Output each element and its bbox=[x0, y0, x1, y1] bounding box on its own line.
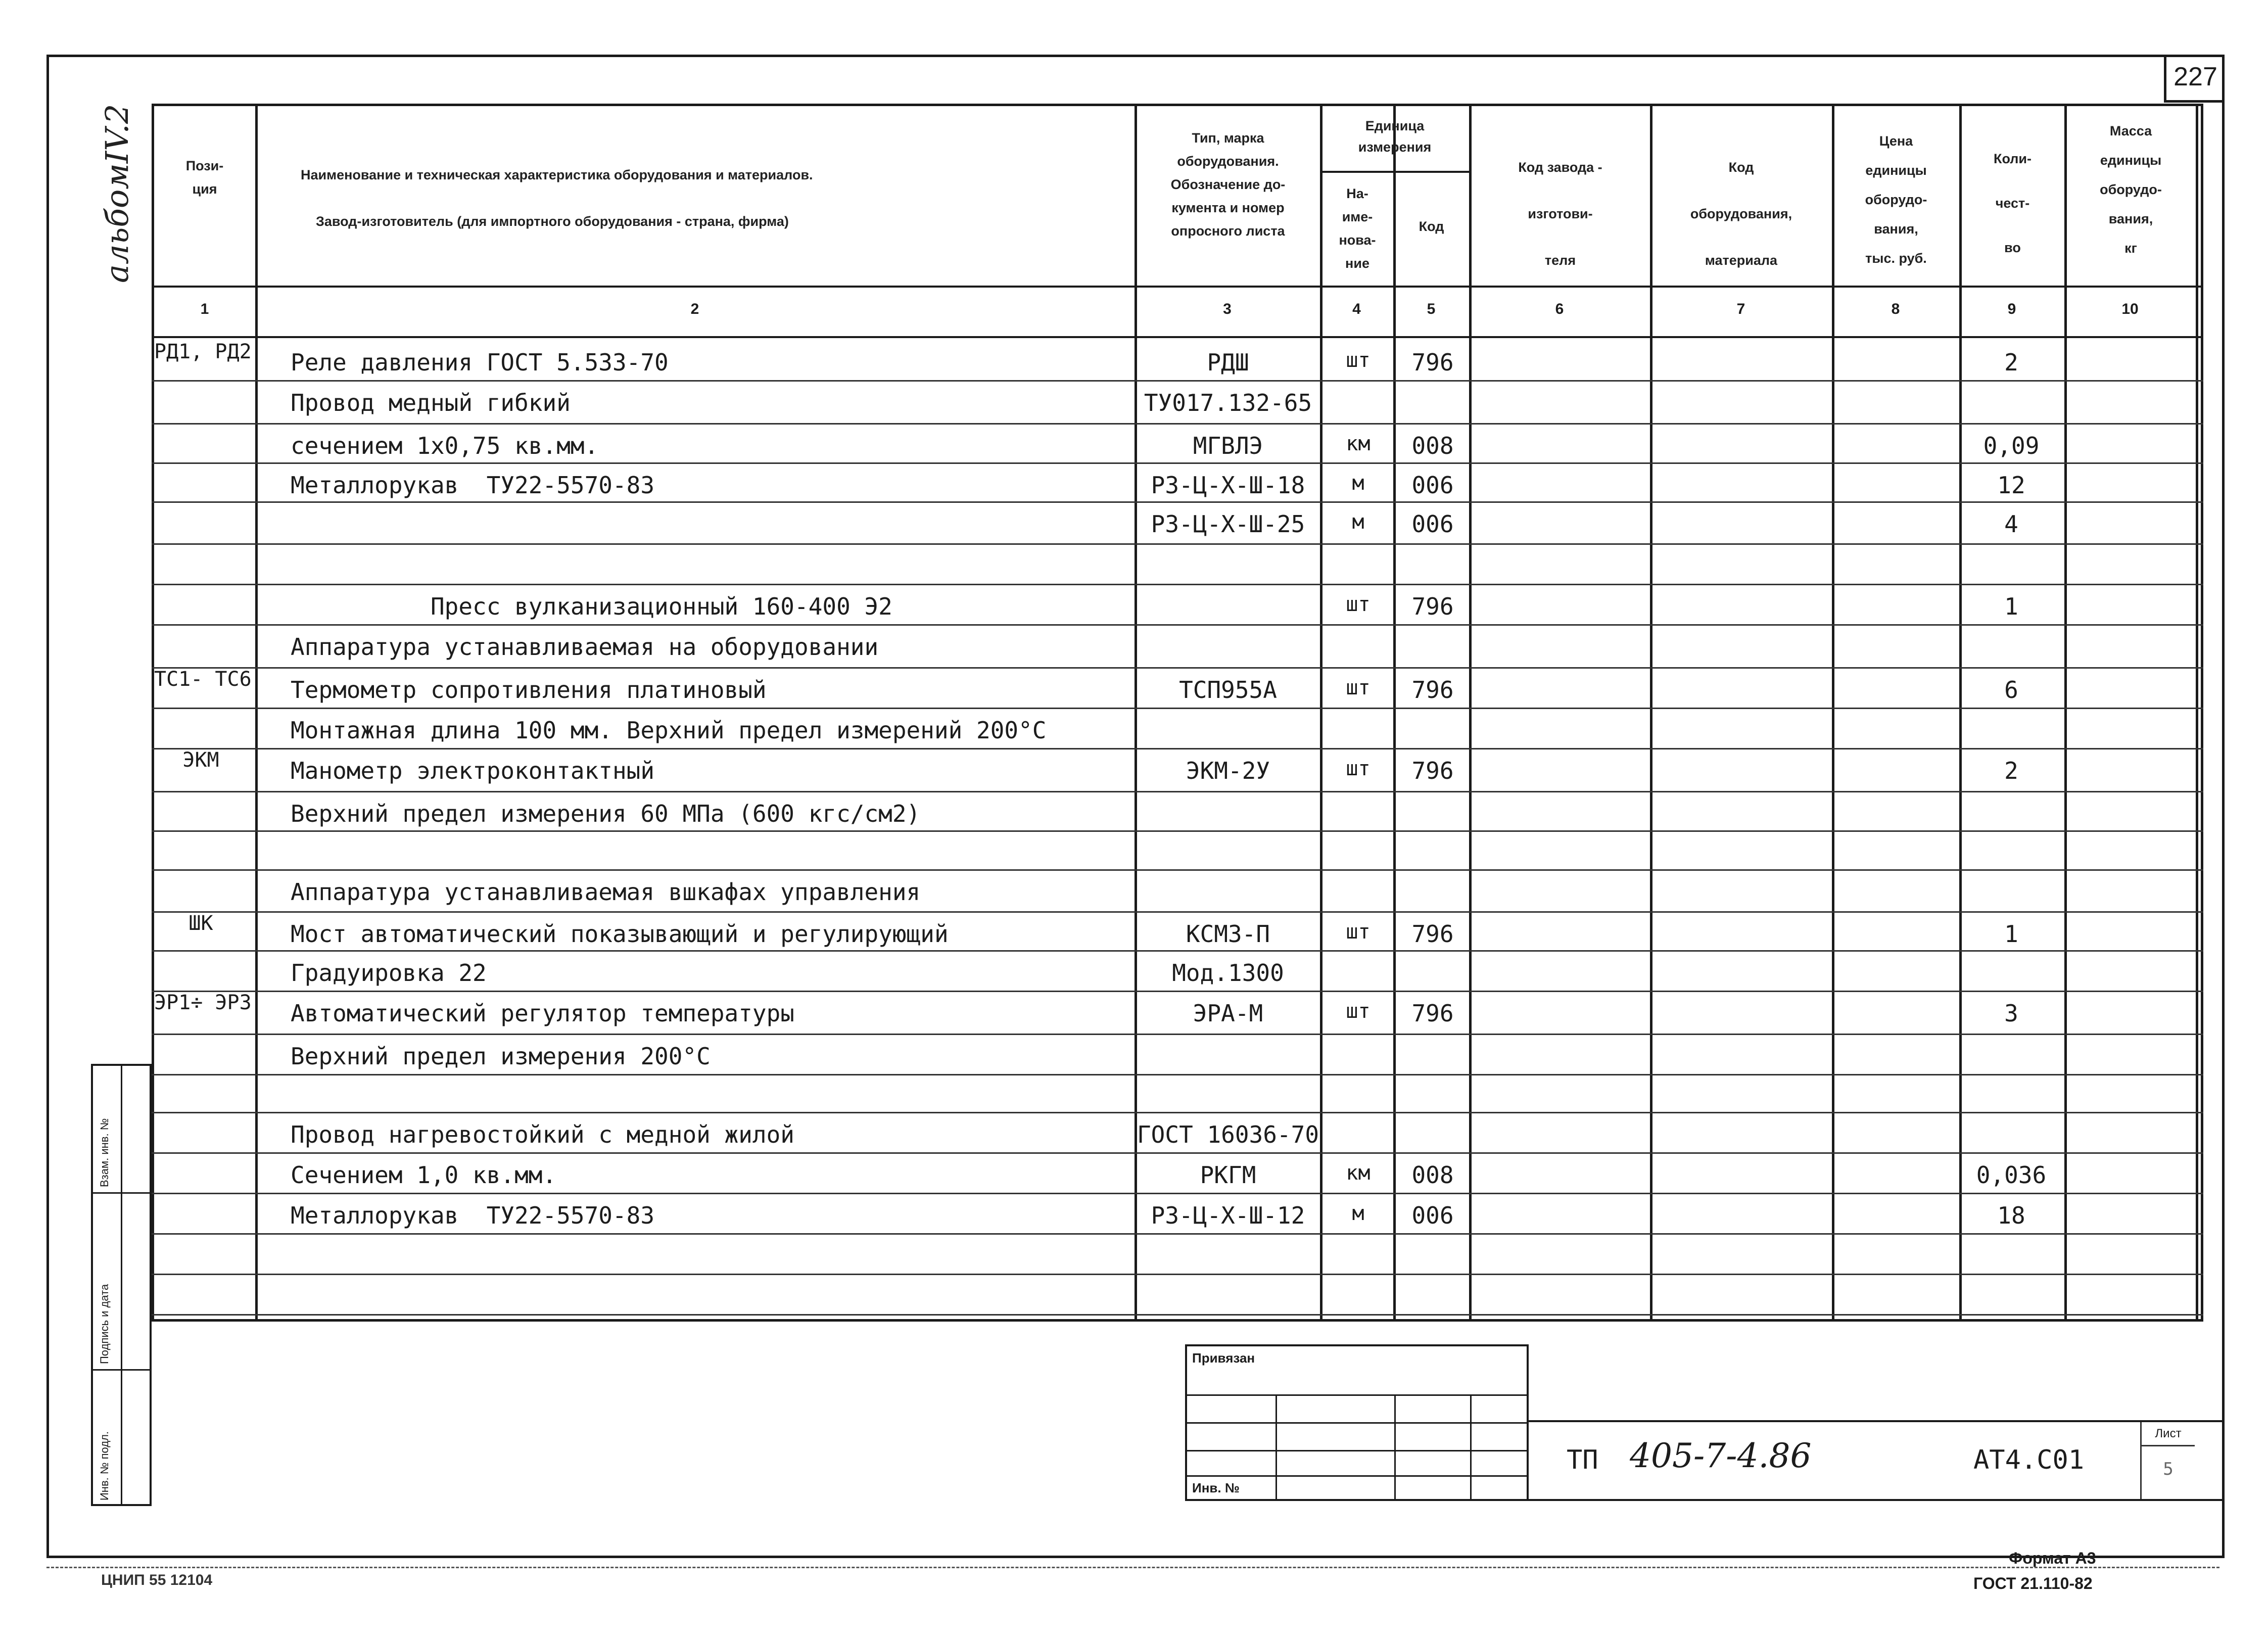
row-code: 796 bbox=[1411, 593, 1454, 620]
row-divider bbox=[152, 462, 2203, 464]
row-type: Р3-Ц-Х-Ш-12 bbox=[1151, 1202, 1305, 1229]
header-line: име- bbox=[1342, 209, 1373, 224]
side-label: Взам. инв. № bbox=[98, 1118, 111, 1187]
row-divider bbox=[152, 1233, 2203, 1235]
sheet-cell bbox=[2140, 1422, 2195, 1499]
row-divider bbox=[152, 1074, 2203, 1075]
row-code: 008 bbox=[1411, 1161, 1454, 1189]
header-line: кумента и номер bbox=[1171, 200, 1285, 215]
row-name: Аппаратура устанавливаемая на оборудовании bbox=[291, 633, 879, 661]
row-code: 006 bbox=[1411, 1202, 1454, 1229]
row-name: Аппаратура устанавливаемая вшкафах управления bbox=[291, 878, 921, 906]
column-number: 5 bbox=[1427, 301, 1436, 317]
row-divider bbox=[152, 543, 2203, 545]
row-unit: шт bbox=[1346, 593, 1371, 616]
format-label: Формат А3 bbox=[2009, 1549, 2096, 1567]
row-qty: 0,09 bbox=[1983, 432, 2040, 459]
row-divider bbox=[152, 748, 2203, 749]
row-unit: шт bbox=[1346, 1000, 1371, 1023]
row-unit: шт bbox=[1346, 757, 1371, 780]
side-label: Подпись и дата bbox=[98, 1284, 111, 1364]
row-pos: ЭКМ bbox=[182, 748, 219, 772]
header-line: Коли- bbox=[1993, 151, 2032, 166]
row-pos: ТС1- ТС6 bbox=[154, 668, 252, 691]
header-line: материала bbox=[1705, 253, 1778, 268]
header-line: теля bbox=[1544, 253, 1576, 268]
header-line: во bbox=[2004, 240, 2021, 255]
row-code: 796 bbox=[1411, 349, 1454, 376]
row-divider bbox=[152, 1314, 2203, 1316]
row-unit: м bbox=[1352, 472, 1364, 495]
row-type: РКГМ bbox=[1200, 1161, 1256, 1189]
stamp-inv-label: Инв. № bbox=[1192, 1480, 1240, 1495]
row-name: Монтажная длина 100 мм. Верхний предел измерений 200°С bbox=[291, 717, 1047, 744]
print-code: ЦНИП 55 12104 bbox=[101, 1572, 213, 1588]
row-divider bbox=[152, 991, 2203, 992]
header-unit-name bbox=[1321, 182, 1393, 275]
row-divider bbox=[152, 1152, 2203, 1154]
row-name: Манометр электроконтактный bbox=[291, 757, 655, 784]
column-number: 10 bbox=[2121, 301, 2139, 317]
row-name: Сечением 1,0 кв.мм. bbox=[291, 1161, 557, 1189]
column-number: 2 bbox=[690, 301, 699, 317]
row-divider bbox=[152, 667, 2203, 669]
row-divider bbox=[152, 1193, 2203, 1194]
header-line: Код bbox=[1728, 160, 1754, 175]
header-line: Обозначение до- bbox=[1170, 177, 1286, 192]
row-divider bbox=[152, 791, 2203, 792]
row-type: МГВЛЭ bbox=[1193, 432, 1263, 459]
header-line: Масса bbox=[2109, 123, 2152, 138]
row-divider bbox=[152, 423, 2203, 425]
row-type: ТУ017.132-65 bbox=[1144, 389, 1312, 416]
header-mass bbox=[2066, 116, 2196, 263]
header-line: вания, bbox=[1874, 221, 1918, 237]
header-line: оборудо- bbox=[1865, 192, 1927, 207]
header-line: ция bbox=[192, 181, 217, 197]
row-divider bbox=[152, 708, 2203, 709]
row-name: Провод медный гибкий bbox=[291, 389, 571, 416]
row-qty: 6 bbox=[2004, 676, 2018, 704]
row-pos: ЭР1÷ ЭР3 bbox=[154, 991, 252, 1014]
header-unit-group bbox=[1321, 115, 1468, 158]
column-number: 9 bbox=[2007, 301, 2016, 317]
row-code: 796 bbox=[1411, 757, 1454, 784]
header-line: измерения bbox=[1358, 139, 1432, 155]
row-name: Градуировка 22 bbox=[291, 959, 487, 987]
row-name: сечением 1х0,75 кв.мм. bbox=[291, 432, 599, 459]
album-label: альбомIV.2 bbox=[99, 104, 135, 283]
header-line: Код завода - bbox=[1518, 160, 1602, 175]
header-price bbox=[1833, 126, 1959, 273]
row-code: 008 bbox=[1411, 432, 1454, 459]
side-stamp-strip bbox=[91, 1064, 152, 1506]
row-name: Верхний предел измерения 60 МПа (600 кгс/см2) bbox=[291, 800, 921, 827]
header-position bbox=[157, 154, 253, 201]
row-name: Металлорукав ТУ22-5570-83 bbox=[291, 1202, 655, 1229]
row-unit: км bbox=[1346, 432, 1371, 455]
header-line: вания, bbox=[2108, 211, 2153, 226]
header-line: Наименование и техническая характеристика оборудования и материалов. bbox=[301, 167, 813, 182]
header-line: Единица bbox=[1365, 118, 1425, 133]
row-divider bbox=[152, 584, 2203, 585]
header-line: оборудования, bbox=[1690, 206, 1792, 221]
row-type: Р3-Ц-Х-Ш-18 bbox=[1151, 472, 1305, 499]
header-line: кг bbox=[2124, 241, 2137, 256]
row-name: Термометр сопротивления платиновый bbox=[291, 676, 767, 704]
row-pos: РД1, РД2 bbox=[154, 340, 252, 363]
row-type: ГОСТ 16036-70 bbox=[1137, 1121, 1319, 1148]
header-line: чест- bbox=[1995, 196, 2030, 211]
row-type: Мод.1300 bbox=[1172, 959, 1284, 987]
side-label: Инв. № подл. bbox=[98, 1431, 111, 1501]
header-line: Тип, марка bbox=[1192, 130, 1264, 146]
header-line: нова- bbox=[1339, 232, 1376, 248]
row-unit: шт bbox=[1346, 676, 1371, 699]
header-equipment-code bbox=[1651, 144, 1831, 284]
header-line: единицы bbox=[2100, 153, 2162, 168]
header-line: опросного листа bbox=[1171, 223, 1285, 239]
tp-prefix: ТП bbox=[1567, 1445, 1598, 1475]
row-name: Провод нагревостойкий с медной жилой bbox=[291, 1121, 794, 1148]
sheet-number: 227 bbox=[2164, 55, 2225, 103]
colnum-divider bbox=[152, 336, 2203, 338]
row-type: КСМ3-П bbox=[1186, 920, 1270, 948]
column-number: 6 bbox=[1555, 301, 1564, 317]
header-line: тыс. руб. bbox=[1865, 251, 1927, 266]
row-divider bbox=[152, 950, 2203, 952]
row-qty: 18 bbox=[1997, 1202, 2025, 1229]
row-pos: ШК bbox=[188, 912, 213, 935]
row-unit: шт bbox=[1346, 349, 1371, 372]
row-qty: 0,036 bbox=[1976, 1161, 2047, 1189]
row-divider bbox=[152, 830, 2203, 832]
cut-line bbox=[46, 1567, 2219, 1568]
header-line: Пози- bbox=[185, 158, 224, 173]
column-number: 4 bbox=[1352, 301, 1361, 317]
row-qty: 2 bbox=[2004, 757, 2018, 784]
row-name: Мост автоматический показывающий и регулирующий bbox=[291, 920, 949, 948]
header-name bbox=[263, 152, 1122, 245]
header-line: единицы bbox=[1865, 163, 1927, 178]
row-type: ЭРА-М bbox=[1193, 1000, 1263, 1027]
header-line: Цена bbox=[1879, 133, 1913, 149]
header-manufacturer-code bbox=[1471, 144, 1650, 284]
row-divider bbox=[152, 869, 2203, 871]
row-type: ЭКМ-2У bbox=[1186, 757, 1270, 784]
stamp-title: Привязан bbox=[1192, 1350, 1255, 1366]
header-quantity bbox=[1961, 136, 2064, 270]
row-name: Автоматический регулятор температуры bbox=[291, 1000, 794, 1027]
column-number: 3 bbox=[1223, 301, 1232, 317]
row-code: 796 bbox=[1411, 1000, 1454, 1027]
row-code: 006 bbox=[1411, 510, 1454, 538]
row-type: ТСП955А bbox=[1179, 676, 1277, 704]
header-divider bbox=[152, 286, 2203, 288]
row-code: 006 bbox=[1411, 472, 1454, 499]
row-divider bbox=[152, 380, 2203, 382]
header-line: Завод-изготовитель (для импортного оборудования - страна, фирма) bbox=[316, 214, 789, 229]
row-divider bbox=[152, 1112, 2203, 1113]
row-qty: 1 bbox=[2004, 593, 2018, 620]
row-divider bbox=[152, 624, 2203, 626]
row-divider bbox=[152, 1034, 2203, 1035]
header-type bbox=[1137, 126, 1319, 243]
row-qty: 2 bbox=[2004, 349, 2018, 376]
header-unit-code: Код bbox=[1419, 219, 1444, 234]
row-code: 796 bbox=[1411, 920, 1454, 948]
row-code: 796 bbox=[1411, 676, 1454, 704]
row-qty: 12 bbox=[1997, 472, 2025, 499]
header-line: оборудования. bbox=[1177, 154, 1279, 169]
header-line: изготови- bbox=[1528, 206, 1593, 221]
row-name: Реле давления ГОСТ 5.533-70 bbox=[291, 349, 669, 376]
header-line: оборудо- bbox=[2100, 182, 2162, 197]
sheet-label: Лист bbox=[2142, 1422, 2195, 1446]
header-line: ние bbox=[1345, 256, 1369, 271]
row-qty: 4 bbox=[2004, 510, 2018, 538]
row-unit: м bbox=[1352, 510, 1364, 534]
binding-stamp bbox=[1185, 1344, 1529, 1501]
row-name: Металлорукав ТУ22-5570-83 bbox=[291, 472, 655, 499]
gost-label: ГОСТ 21.110-82 bbox=[1973, 1574, 2093, 1592]
row-unit: шт bbox=[1346, 920, 1371, 944]
row-qty: 1 bbox=[2004, 920, 2018, 948]
row-type: РДШ bbox=[1207, 349, 1249, 376]
header-line: На- bbox=[1346, 186, 1368, 201]
row-divider bbox=[152, 911, 2203, 913]
title-block bbox=[1529, 1420, 2225, 1501]
row-name: Пресс вулканизационный 160-400 Э2 bbox=[291, 593, 892, 620]
sheet-value: 5 bbox=[2163, 1459, 2174, 1479]
row-divider bbox=[152, 1274, 2203, 1275]
column-number: 7 bbox=[1736, 301, 1745, 317]
row-name: Верхний предел измерения 200°С bbox=[291, 1043, 711, 1070]
tp-number: 405-7-4.86 bbox=[1630, 1436, 1812, 1475]
row-qty: 3 bbox=[2004, 1000, 2018, 1027]
unit-group-divider bbox=[1320, 171, 1469, 173]
column-number: 8 bbox=[1891, 301, 1900, 317]
doc-code: АТ4.С01 bbox=[1973, 1445, 2085, 1475]
column-number: 1 bbox=[200, 301, 209, 317]
row-divider bbox=[152, 501, 2203, 503]
row-unit: м bbox=[1352, 1202, 1364, 1225]
row-unit: км bbox=[1346, 1161, 1371, 1185]
row-type: Р3-Ц-Х-Ш-25 bbox=[1151, 510, 1305, 538]
